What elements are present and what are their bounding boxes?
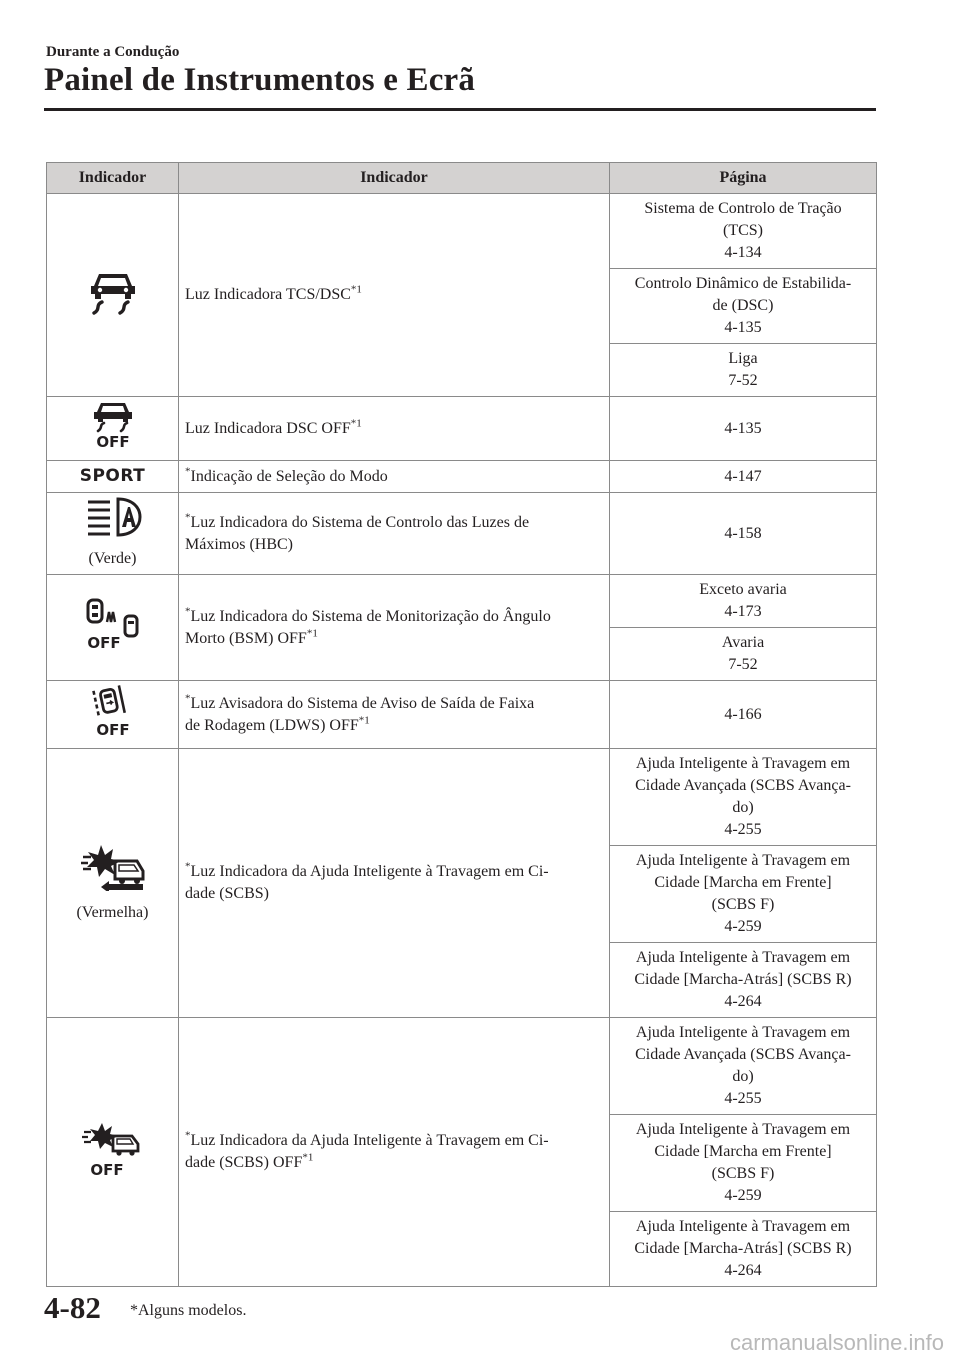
- off-label: OFF: [95, 433, 130, 449]
- table-row: [47, 681, 877, 749]
- icon-cell: [47, 1018, 179, 1287]
- indicator-description: Luz Indicadora DSC OFF$^{*1}$: [179, 397, 610, 461]
- off-label: OFF: [95, 721, 130, 737]
- icon-cell: [47, 575, 179, 681]
- table-row: [47, 1018, 877, 1115]
- column-header-icon: Indicador: [47, 163, 179, 194]
- page-reference: 4-166: [610, 681, 877, 749]
- page-reference: Ajuda Inteligente à Travagem em Cidade [Marcha-Atrás] (SCBS R) 4-264: [610, 1212, 877, 1287]
- page-reference: 4-158: [610, 493, 877, 575]
- icon-cell: [47, 681, 179, 749]
- column-header-indicator: Indicador: [179, 163, 610, 194]
- icon-cell: [47, 461, 179, 493]
- scbs-off-icon: [80, 1121, 146, 1177]
- column-header-page: Página: [610, 163, 877, 194]
- table-row: [47, 749, 877, 846]
- indicator-table: [46, 162, 877, 1287]
- tcs-car-slip-icon: [86, 266, 140, 318]
- title-rule: [44, 108, 876, 111]
- off-label: OFF: [89, 1160, 124, 1177]
- hbc-auto-beam-icon: [80, 497, 146, 537]
- table-row: [47, 397, 877, 461]
- page-reference: 4-135: [610, 397, 877, 461]
- table-row: [47, 493, 877, 575]
- ldws-off-icon: [86, 685, 140, 737]
- page-reference: 4-147: [610, 461, 877, 493]
- page-reference: Ajuda Inteligente à Travagem em Cidade [Marcha em Frente] (SCBS F) 4-259: [610, 846, 877, 943]
- indicator-description: *Luz Indicadora da Ajuda Inteligente à Travagem em Ci- dade (SCBS) OFF$^{*1}$: [179, 1018, 610, 1287]
- table-row: [47, 575, 877, 628]
- page-reference: Exceto avaria 4-173: [610, 575, 877, 628]
- table-row: [47, 461, 877, 493]
- page-reference: Controlo Dinâmico de Estabilida- de (DSC) 4-135: [610, 269, 877, 344]
- page-reference: Sistema de Controlo de Tração (TCS) 4-134: [610, 194, 877, 269]
- indicator-description: *Luz Indicadora da Ajuda Inteligente à Travagem em Ci- dade (SCBS): [179, 749, 610, 1018]
- indicator-description: *Indicação de Seleção do Modo: [179, 461, 610, 493]
- page-reference: Liga 7-52: [610, 344, 877, 397]
- indicator-description: Luz Indicadora TCS/DSC$^{*1}$: [179, 194, 610, 397]
- off-label: OFF: [86, 634, 121, 650]
- icon-caption: (Verde): [88, 550, 137, 567]
- indicator-description: *Luz Indicadora do Sistema de Monitorização do Ângulo Morto (BSM) OFF$^{*1}$: [179, 575, 610, 681]
- icon-cell: [47, 194, 179, 397]
- icon-cell: [47, 493, 179, 575]
- page-reference: Ajuda Inteligente à Travagem em Cidade Avançada (SCBS Avança- do) 4-255: [610, 1018, 877, 1115]
- page-reference: Ajuda Inteligente à Travagem em Cidade [Marcha em Frente] (SCBS F) 4-259: [610, 1115, 877, 1212]
- scbs-collision-icon: [79, 843, 147, 891]
- watermark: carmanualsonline.info: [729, 1330, 944, 1355]
- table-row: [47, 194, 877, 269]
- indicator-description: *Luz Avisadora do Sistema de Aviso de Saída de Faixa de Rodagem (LDWS) OFF$^{*1}$: [179, 681, 610, 749]
- page-number: 4-82: [44, 1290, 101, 1325]
- page-title: Painel de Instrumentos e Ecrã: [44, 62, 476, 98]
- page-reference: Ajuda Inteligente à Travagem em Cidade Avançada (SCBS Avança- do) 4-255: [610, 749, 877, 846]
- dsc-off-icon: [86, 401, 140, 449]
- page-reference: Avaria 7-52: [610, 628, 877, 681]
- table-header-row: [47, 163, 877, 194]
- section-label: Durante a Condução: [46, 44, 180, 60]
- indicator-description: *Luz Indicadora do Sistema de Controlo das Luzes de Máximos (HBC): [179, 493, 610, 575]
- icon-cell: [47, 749, 179, 1018]
- bsm-off-icon: [79, 598, 147, 650]
- footnote: *Alguns modelos.: [130, 1302, 247, 1319]
- icon-cell: [47, 397, 179, 461]
- page-reference: Ajuda Inteligente à Travagem em Cidade [Marcha-Atrás] (SCBS R) 4-264: [610, 943, 877, 1018]
- icon-caption: (Vermelha): [76, 903, 149, 921]
- sport-mode-icon: SPORT: [79, 466, 146, 486]
